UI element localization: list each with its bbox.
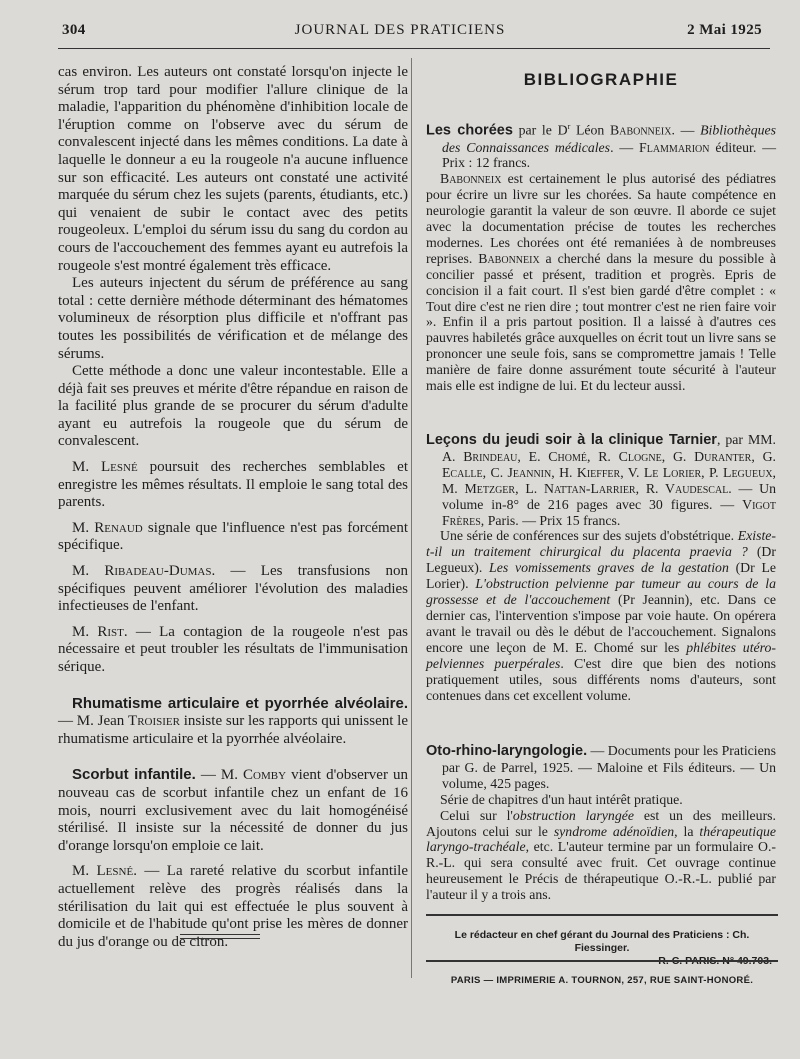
- section-title: Scorbut infantile.: [72, 766, 196, 784]
- left-column: [58, 64, 408, 951]
- section-title: Rhumatisme articulaire et pyorrhée alvéolaire.: [72, 694, 408, 712]
- paragraph-ribadeau: M. Ribadeau-Dumas. — Les transfusions non spécifiques peuvent améliorer l'évolution des maladies infectieuses de l'enfant.: [58, 563, 409, 615]
- section-rhumatisme: Rhumatisme articulaire et pyorrhée alvéolaire. — M. Jean Troisier insiste sur les rapports qui unissent le rhumatisme articulaire et la pyorrhée alvéolaire.: [58, 694, 408, 747]
- paragraph-lesne: M. Lesné poursuit des recherches semblables et enregistre les mêmes résultats. Il emploie le sang total des parents.: [58, 459, 408, 511]
- page-number: 304: [62, 22, 86, 38]
- review-summary: Série de chapitres d'un haut intérêt pratique.: [440, 791, 683, 807]
- footer-rule-top: [426, 914, 778, 916]
- editor-notice: Le rédacteur en chef gérant du Journal des Praticiens : Ch. Fiessinger.: [454, 929, 750, 954]
- issue-date: 2 Mai 1925: [687, 22, 762, 38]
- review-body: Celui sur l'obstruction laryngée est un des meilleurs. Ajoutons celui sur le syndrome adénoïdien, la thérapeutique laryngo-trachéale, etc. L'auteur termine par un formulaire O.-R.-L. qui sera consulté avec fruit. Cet ouvrage continue heureusement le Précis de thérapeutique O.-R.-L. publié par l'auteur il y a trois ans.: [426, 807, 776, 903]
- paragraph-renaud: M. Renaud signale que l'influence n'est pas forcément spécifique.: [58, 519, 409, 554]
- author-name: Rist: [97, 623, 124, 640]
- author-name: Renaud: [94, 519, 143, 536]
- section-scorbut: Scorbut infantile. — M. Comby vient d'observer un nouveau cas de scorbut infantile chez un enfant de 16 mois, nourri exclusivement avec du lait homogénéisé stérilisé. Il insiste sur la nécessité de donner du jus d'orange lorsqu'on emploie ce lait.: [58, 766, 408, 854]
- review-oto: [426, 743, 776, 903]
- author-name: Ribadeau-Dumas: [104, 563, 212, 580]
- printer-imprint: PARIS — IMPRIMERIE A. TOURNON, 257, RUE SAINT-HONORÉ.: [450, 975, 754, 986]
- paragraph-valeur: Cette méthode a donc une valeur incontestable. Elle a déjà fait ses preuves et mérite d'être répandue en raison de la facilité plus grande de se procurer du sérum d'adulte ayant eu autrefois la rougeole que du sérum de convalescent.: [58, 363, 408, 450]
- bibliographie-heading: BIBLIOGRAPHIE: [523, 70, 679, 89]
- end-rule: [180, 934, 260, 939]
- footer-rule-bottom: [426, 960, 778, 962]
- author-name: Lesné: [101, 459, 138, 476]
- paragraph-rist: M. Rist. — La contagion de la rougeole n'est pas nécessaire et peut troubler les résultats de l'immunisation sérique.: [58, 623, 409, 675]
- review-header: Les chorées par le $D^r$ Léon Babonneix. — Bibliothèques des Connaissances médicales. — Flammarion éditeur. — Prix : 12 francs.: [426, 122, 776, 171]
- review-chorees: [426, 119, 776, 394]
- paragraph-lesne-scorbut: M. Lesné. — La rareté relative du scorbut infantile actuellement relève des progrès réalisés dans la stérilisation du lait qui est effectuée le plus souvent à domicile et de l'habitude qu'ont prise les mères de donner du jus d'orange ou de citron.: [58, 863, 408, 950]
- journal-title: JOURNAL DES PRATICIENS: [294, 22, 506, 38]
- review-header: Oto-rhino-laryngologie. — Documents pour les Praticiens par G. de Parrel, 1925. — Maloine et Fils éditeurs. — Un volume, 425 pages.: [426, 743, 777, 791]
- column-divider: [411, 58, 412, 978]
- review-body: Babonneix est certainement le plus autorisé des pédiatres pour écrire un livre sur les chorées. Sa haute compétence en neurologie garantit la valeur de son œuvre. Il aborde ce sujet avec la documentation précise de toutes les recherches modernes. Les chorées ont été remaniées à de nombreuses reprises. Babonneix a cherché dans la mesure du possible à concilier passé et présent, tradition et progrès. Epris de concision il a fait court. Il s'est bien gardé d'être complet : « Tout dire c'est ne rien dire ; tout montrer c'est ne rien faire voir ». Enfin il a pris partout position. Il a laissé à d'autres ces pauvres habiletés grâce auxquelles on écrit tout un livre sans se prononcer une seule fois, sans se compromettre jamais ! Telle manière de faire donne assurément toute sécurité à l'auteur mais elle est indigne de lui. Et du lecteur aussi.: [426, 171, 776, 394]
- review-tarnier: [426, 432, 776, 703]
- book-title: Les chorées: [426, 122, 513, 139]
- paragraph-serum: cas environ. Les auteurs ont constaté lorsqu'on injecte le sérum trop tard pour modifier l'allure clinique de la maladie, l'apparition du phénomène d'inhibition locale de l'éruption comme on l'observe avec du sérum de convalescent injecté dans les mêmes conditions. La date à laquelle le donneur a eu la rougeole n'a aucune influence sur son efficacité. Les auteurs ont constaté une activité marquée du sérum chez les sujets (parents, étudiants, etc.) qui venaient de subir le contact avec des petits rougeoleux. L'emploi du sérum issu du sang du cordon au cours de l'accouchement des femmes ayant eu autrefois la rougeole s'est montré également très efficace.: [58, 64, 408, 274]
- book-title: Oto-rhino-laryngologie.: [426, 743, 588, 759]
- paragraph-methode: Les auteurs injectent du sérum de préférence au sang total : cette dernière méthode déterminant des hématomes volumineux de résorption plus difficile et n'offrant pas toutes les possibilités de vérification et de mélange des sérums.: [58, 275, 408, 362]
- book-title: Leçons du jeudi soir à la clinique Tarnier: [426, 432, 717, 448]
- header-rule: [58, 48, 770, 49]
- review-body: Une série de conférences sur des sujets d'obstétrique. Existe-t-il un traitement chirurgical du placenta praevia ? (Dr Legueux). Les vomissements graves de la gestation (Dr Le Lorier). L'obstruction pelvienne par tumeur au cours de la grossesse et de l'accouchement (Pr Jeannin), etc. Dans ce dernier cas, l'intervention s'impose par voie haute. On opérera avant le travail ou dès le début de l'accouchement. Signalons encore une leçon de M. E. Chomé sur les phlébites utéro-pelviennes puerpérales. C'est dire que bien des notions pratiquement utiles, sous différents noms d'auteurs, sont contenues dans cet excellent volume.: [426, 528, 777, 703]
- review-header: Leçons du jeudi soir à la clinique Tarnier, par MM. A. Brindeau, E. Chomé, R. Clogne, G. Duranter, G. Ecalle, C. Jeannin, H. Kieffer, V. Le Lorier, P. Legueux, M. Metzger, L. Nattan-Larrier, R. Vaudescal. — Un volume in-8° de 216 pages avec 30 figures. — Vigot Frères, Paris. — Prix 15 francs.: [426, 432, 776, 528]
